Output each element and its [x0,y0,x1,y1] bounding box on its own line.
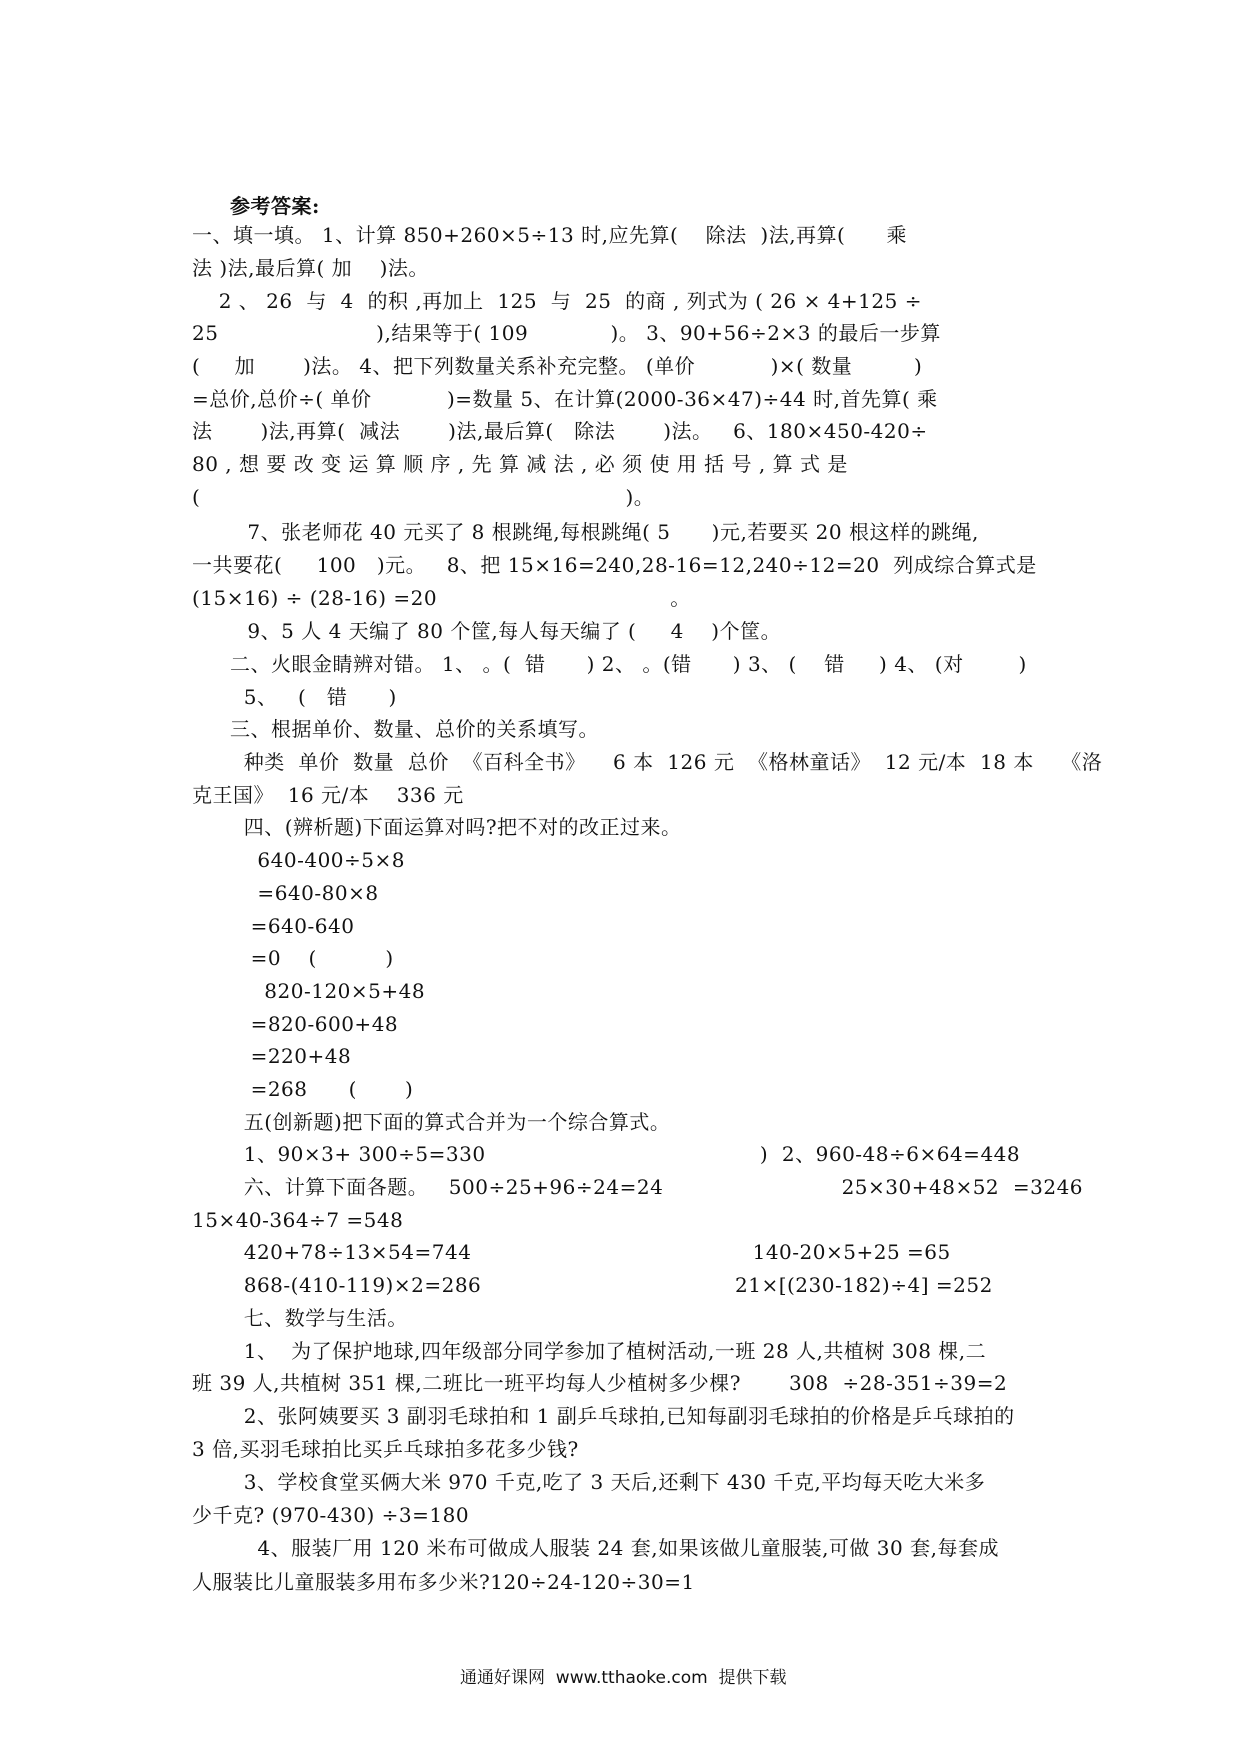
text-line: 三、根据单价、数量、总价的关系填写。 [230,717,599,741]
text-line: 420+78÷13×54=744 140-20×5+25 =65 [230,1240,951,1264]
text-line: 4、服装厂用 120 米布可做成人服装 24 套,如果该做儿童服装,可做 30 套,每套成 [230,1536,999,1560]
text-line: 克王国》 16 元/本 336 元 [192,783,464,807]
text-line: 2 、 26 与 4 的积 ,再加上 125 与 25 的商 , 列式为 ( 26 × 4+125 ÷ [205,289,922,313]
text-line: 5、 ( 错 ) [230,685,397,709]
text-line: =640-640 [230,914,355,938]
text-line: 一共要花( 100 )元。 8、把 15×16=240,28-16=12,240÷12=20 列成综合算式是 [192,553,1037,577]
text-line: =0 ( ) [230,946,394,970]
text-line: 820-120×5+48 [230,979,426,1003]
text-line: ( 加 )法。 4、把下列数量关系补充完整。 (单价 )×( 数量 ) [192,354,923,378]
text-line: 七、数学与生活。 [230,1306,408,1330]
answer-key-title: 参考答案: [230,194,320,218]
text-line: =总价,总价÷( 单价 )=数量 5、在计算(2000-36×47)÷44 时,首先算( 乘 [192,387,938,411]
text-line: 7、张老师花 40 元买了 8 根跳绳,每根跳绳( 5 )元,若要买 20 根这样的跳绳, [220,520,979,544]
text-line: 1、 为了保护地球,四年级部分同学参加了植树活动,一班 28 人,共植树 308 棵,二 [230,1339,987,1363]
text-line: 868-(410-119)×2=286 21×[(230-182)÷4] =252 [230,1273,993,1297]
page-footer: 通通好课网 www.tthaoke.com 提供下载 [460,1668,787,1688]
text-line: 少千克? (970-430) ÷3=180 [192,1503,470,1527]
text-line: 2、张阿姨要买 3 副羽毛球拍和 1 副乒乓球拍,已知每副羽毛球拍的价格是乒乓球拍的 [230,1404,1015,1428]
text-line: 3、学校食堂买俩大米 970 千克,吃了 3 天后,还剩下 430 千克,平均每天吃大米多 [230,1470,986,1494]
text-line: 9、5 人 4 天编了 80 个筐,每人每天编了 ( 4 )个筐。 [220,619,782,643]
text-line: =640-80×8 [230,881,379,905]
text-line: ( )。 [192,485,655,509]
text-line: 80 , 想 要 改 变 运 算 顺 序 , 先 算 减 法 , 必 须 使 用 括 号 , 算 式 是 [192,452,848,476]
text-line: 一、填一填。 1、计算 850+260×5÷13 时,应先算( 除法 )法,再算( 乘 [192,223,908,247]
text-line: (15×16) ÷ (28-16) =20 。 [192,586,691,610]
text-line: 3 倍,买羽毛球拍比买乒乓球拍多花多少钱? [192,1437,579,1461]
text-line: 人服装比儿童服装多用布多少米?120÷24-120÷30=1 [192,1570,695,1594]
text-line: 二、火眼金睛辨对错。 1、 。( 错 ) 2、 。(错 ) 3、 ( 错 ) 4、 (对 ) [230,652,1027,676]
text-line: 班 39 人,共植树 351 棵,二班比一班平均每人少植树多少棵? 308 ÷28-351÷39=2 [192,1371,1008,1395]
text-line: 六、计算下面各题。 500÷25+96÷24=24 25×30+48×52 =3246 [230,1175,1084,1199]
text-line: 五(创新题)把下面的算式合并为一个综合算式。 [230,1110,671,1134]
text-line: 15×40-364÷7 =548 [192,1208,404,1232]
text-line: 法 )法,最后算( 加 )法。 [192,256,429,280]
text-line: 25 ),结果等于( 109 )。 3、90+56÷2×3 的最后一步算 [192,321,941,345]
text-line: 640-400÷5×8 [230,848,405,872]
text-line: 四、(辨析题)下面运算对吗?把不对的改正过来。 [230,815,682,839]
text-line: 法 )法,再算( 减法 )法,最后算( 除法 )法。 6、180×450-420÷ [192,419,928,443]
text-line: =268 ( ) [230,1077,414,1101]
text-line: =220+48 [230,1044,352,1068]
text-line: 种类 单价 数量 总价 《百科全书》 6 本 126 元 《格林童话》 12 元/本 18 本 《洛 [230,750,1103,774]
text-line: =820-600+48 [230,1012,399,1036]
text-line: 1、90×3+ 300÷5=330 ) 2、960-48÷6×64=448 [230,1142,1021,1166]
